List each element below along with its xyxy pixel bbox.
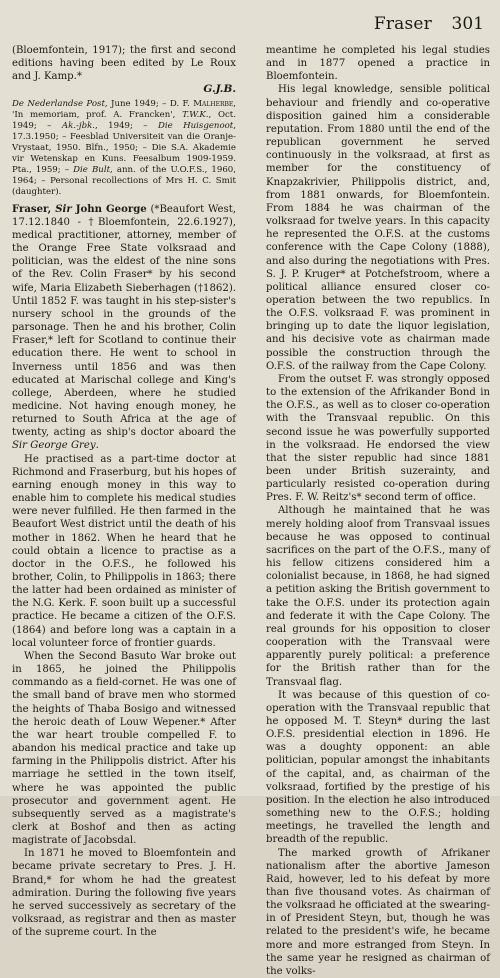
paragraph: His legal knowledge, sensible political behaviour and friendly and co-operative disposition gained him a considerable reputation. From 1880 until the end of the republican government he served continuously in the volksraad, at first as member for the constituency of Knapzakrivier, Philippolis district, and, from 1881 onwards, for Bloemfontein. From 1884 he was chairman of the volksraad for twelve years. In this capacity he represented the O.F.S. at the customs conference with the Cape Colony (1888), and also during the negotiations with Pres. S. J. P. Kruger* at Potchefstroom, where a political alliance ensured closer co-operation between the two republics. In the O.F.S. volksraad F. was prominent in bringing up to date the liquor legislation, and his decisive vote as chairman made possible the construction through the O.F.S. of the railway from the Cape Colony. — [266, 84, 490, 372]
page-number: 301 — [451, 14, 484, 34]
ship-name: Sir George Grey — [12, 440, 96, 452]
references: De Nederlandse Post, June 1949; – D. F. Malherbe, 'In memoriam, prof. A. Francken', T.W.K., Oct. 1949; – Ak.-jbk., 1949; – Die Huisgenoot, 17.3.1950; – Feesblad Universiteit van die Oranje-Vrystaat, 1950. Blfn., 1950; – Die S.A. Akademie vir Wetenskap en Kuns. Feesalbum 1909-1959. Pta., 1959; – Die Bult, ann. of the U.O.F.S., 1960, 1964; – Personal recollections of Mrs H. C. Smit (daughter). — [12, 98, 237, 197]
page-header — [0, 14, 484, 36]
entry-name: Fraser, — [12, 202, 56, 215]
paragraph: When the Second Basuto War broke out in 1865, he joined the Philippolis commando as a field-cornet. He was one of the small band of brave men who stormed the heights of Thaba Bosigo and witnessed the heroic death of Louw Wepener.* After the war heart trouble compelled F. to abandon his medical practice and take up farming in the Philippolis district. After his marriage he settled in the town itself, where he was appointed the public prosecutor and government agent. He subsequently served as a magistrate's clerk at Boshof and then as acting magistrate of Jacobsdal. — [12, 650, 236, 847]
paragraph: The marked growth of Afrikaner nationalism after the abortive Jameson Raid, however, led to his defeat by more than five thousand votes. As chairman of the volksraad he officiated at the swearing-in of President Steyn, but, though he was related to the president's wife, he became more and more estranged from Steyn. In the same year he resigned as chairman of the volks- — [266, 847, 490, 977]
paragraph: He practised as a part-time doctor at Richmond and Fraserburg, but his hopes of earning enough money in this way to enable him to complete his medical studies were never fulfilled. He then farmed in the Beaufort West district until the death of his mother in 1862. When he heard that he could obtain a licence to practise as a doctor in the O.F.S., he followed his brother, Colin, to Philippolis in 1863; there the latter had been ordained as minister of the N.G. Kerk. F. soon built up a successful practice. He became a citizen of the O.F.S. (1864) and before long was a captain in a local volunteer force of frontier guards. — [12, 453, 236, 649]
left-column — [12, 44, 236, 939]
paragraph: In 1871 he moved to Bloemfontein and became private secretary to Pres. J. H. Brand,* for whom he had the greatest admiration. During the following five years he served successively as secretary of the volksraad, as registrar and then as master of the supreme court. In the — [12, 848, 236, 939]
paragraph: It was because of this question of co-operation with the Transvaal republic that he opposed M. T. Steyn* during the last O.F.S. presidential election in 1896. He was a doughty opponent: an able politician, popular amongst the inhabitants of the capital, and, as chairman of the volksraad, fortified by the prestige of his position. In the election he also introduced something new to the O.F.S.; holding meetings, he travelled the length and breadth of the republic. — [266, 689, 490, 846]
entry-title: Sir — [55, 202, 72, 215]
entry-name-rest: John George — [71, 202, 147, 215]
running-title: Fraser — [373, 14, 432, 34]
right-column — [266, 44, 490, 978]
entry-paragraph: Fraser, Sir John George (*Beaufort West, 17.12.1840 - †Bloemfontein, 22.6.1927), medical practitioner, attorney, member of the Orange Free State volksraad and politician, was the eldest of the nine sons of the Rev. Colin Fraser* by his second wife, Maria Elizabeth Sieberhagen (†1862). Until 1852 F. was taught in his step-sister's nursery school in the grounds of the parsonage. Then he and his brother, Colin Fraser,* left for Scotland to continue their education there. He went to school in Inverness until 1856 and was then educated at Marischal college and King's college, Aberdeen, where he studied medicine. Not having enough money, he returned to South Africa at the age of twenty, acting as ship's doctor aboard the Sir George Grey. — [12, 202, 236, 452]
author-signature: G.J.B. — [203, 83, 236, 96]
paragraph: From the outset F. was strongly opposed to the extension of the Afrikander Bond in the O.F.S., as well as to closer co-operation with the Transvaal republic. On this second issue he was powerfully supported in the volksraad. He endorsed the view that the sister republic had since 1881 been under British suzerainty, and particularly resisted co-operation during Pres. F. W. Reitz's* second term of office. — [266, 373, 490, 504]
paragraph: Although he maintained that he was merely holding aloof from Transvaal issues because he was opposed to continual sacrifices on the part of the O.F.S., many of his fellow citizens considered him a colonialist because, in 1868, he had signed a petition asking the British government to take the O.F.S. under its protection again and federate it with the Cape Colony. The real grounds for his opposition to closer cooperation with the Transvaal were apparently purely political: a preference for the British rather than for the Transvaal flag. — [266, 505, 490, 688]
paragraph: (Bloemfontein, 1917); the first and second editions having been edited by Le Roux and J. Kamp.* — [12, 45, 236, 83]
paragraph: meantime he completed his legal studies and in 1877 opened a practice in Bloemfontein. — [266, 45, 490, 83]
